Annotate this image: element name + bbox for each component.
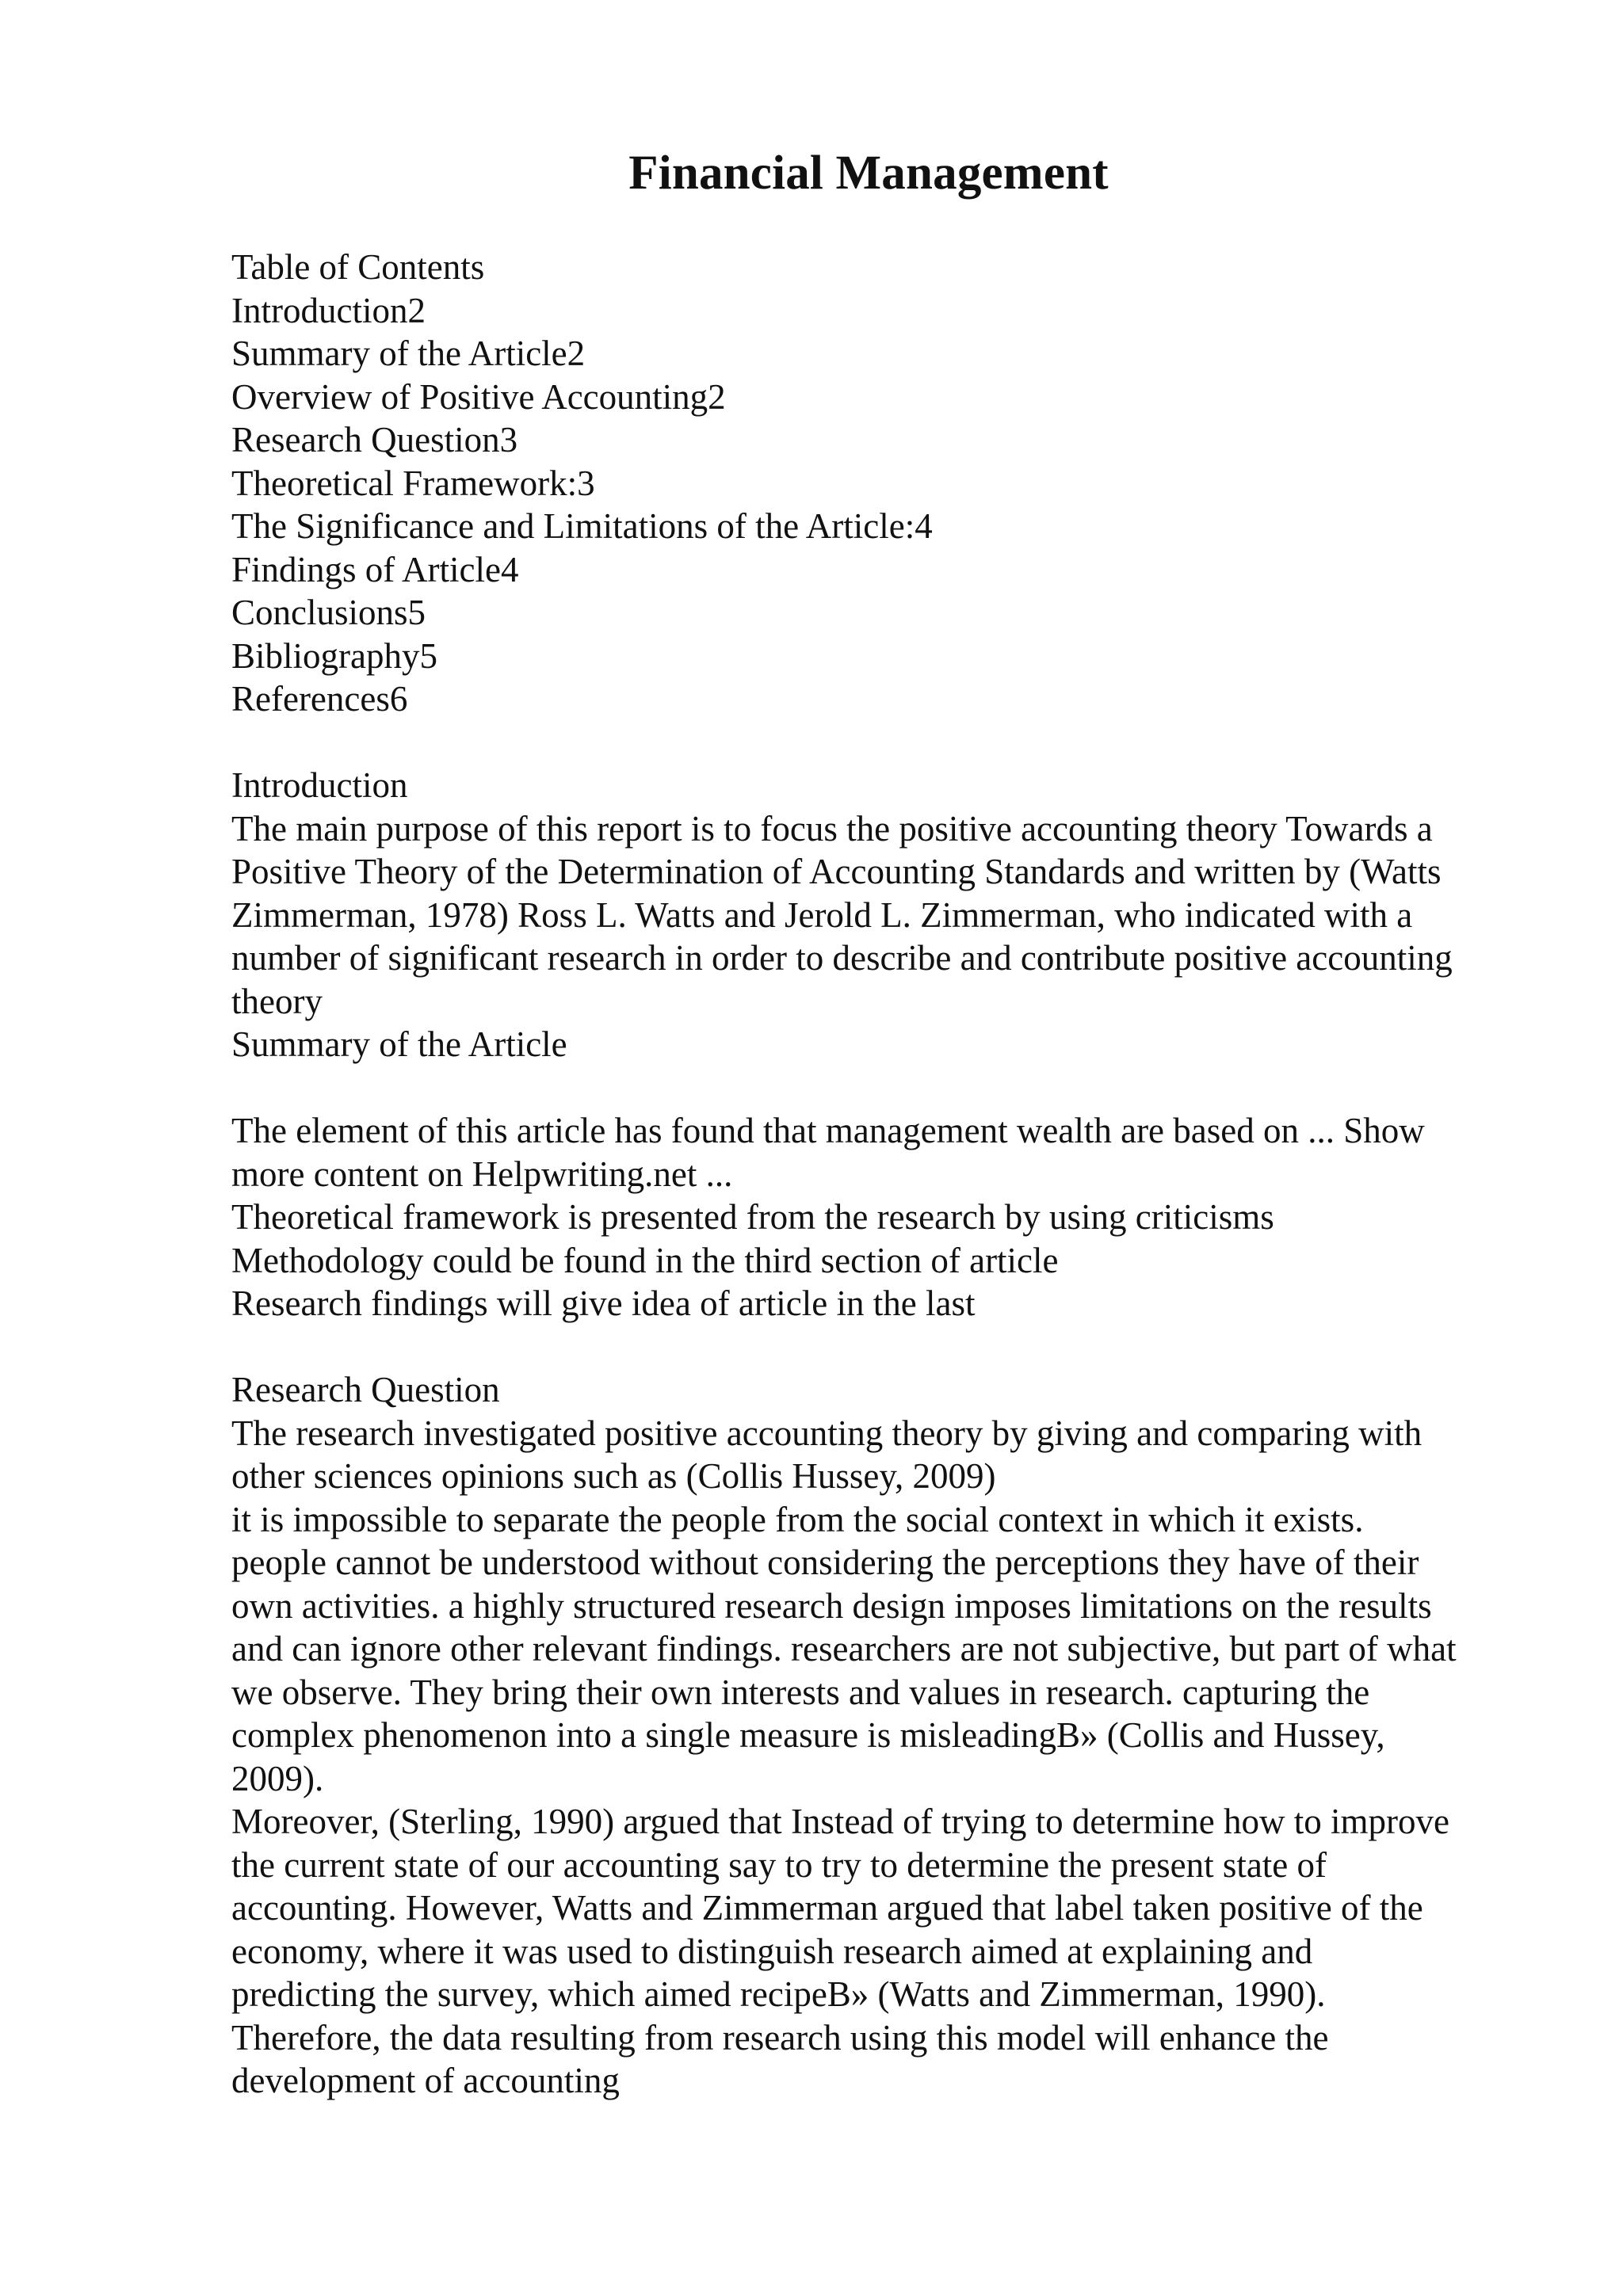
toc-entry: Theoretical Framework:3 (231, 463, 595, 503)
paragraph-line: Research findings will give idea of article in the last (231, 1283, 976, 1323)
paragraph-line: Theoretical framework is presented from the research by using criticisms (231, 1197, 1274, 1237)
paragraph-line: it is impossible to separate the people from the social context in which it exists. (231, 1499, 1364, 1539)
paragraph-line: theory (231, 981, 323, 1021)
paragraph-line: development of accounting (231, 2061, 620, 2100)
document-body (231, 246, 1523, 2103)
paragraph-line: predicting the survey, which aimed recipeB» (Watts and Zimmerman, 1990). (231, 1974, 1326, 2014)
paragraph-line: complex phenomenon into a single measure is misleadingB» (Collis and Hussey, (231, 1715, 1385, 1755)
research-question-heading: Research Question (231, 1370, 500, 1409)
paragraph-line: The research investigated positive accounting theory by giving and comparing with (231, 1413, 1423, 1453)
toc-entry: Findings of Article4 (231, 549, 519, 589)
toc-entry: Research Question3 (231, 420, 518, 460)
toc-entry: Bibliography5 (231, 635, 437, 676)
paragraph-line: own activities. a highly structured research design imposes limitations on the results (231, 1585, 1432, 1626)
document-title: Financial Management (628, 147, 1109, 200)
introduction-heading: Introduction (231, 765, 408, 805)
paragraph-line: The main purpose of this report is to focus the positive accounting theory Towards a (231, 808, 1433, 849)
toc-entry: The Significance and Limitations of the Article:4 (231, 506, 933, 546)
paragraph-line: more content on Helpwriting.net ... (231, 1154, 733, 1194)
toc-entry: References6 (231, 679, 408, 719)
summary-heading: Summary of the Article (231, 1024, 567, 1064)
spacer (231, 721, 1523, 765)
paragraph-line: Positive Theory of the Determination of Accounting Standards and written by (Watts (231, 852, 1442, 891)
paragraph-line: economy, where it was used to distinguish research aimed at explaining and (231, 1931, 1313, 1971)
research-question-section (231, 1368, 1523, 2103)
paragraph-line: and can ignore other relevant findings. researchers are not subjective, but part of what (231, 1629, 1457, 1669)
spacer (231, 1066, 1523, 1110)
paragraph-line: number of significant research in order to describe and contribute positive accounting (231, 938, 1453, 978)
toc-entry: Overview of Positive Accounting2 (231, 376, 726, 417)
spacer (231, 1325, 1523, 1369)
paragraph-line: people cannot be understood without considering the perceptions they have of their (231, 1543, 1419, 1582)
introduction-section (231, 764, 1523, 1023)
paragraph-line: other sciences opinions such as (Collis Hussey, 2009) (231, 1456, 996, 1496)
paragraph-line: Therefore, the data resulting from research using this model will enhance the (231, 2017, 1329, 2058)
toc-entry: Conclusions5 (231, 593, 426, 632)
toc-heading: Table of Contents (231, 247, 485, 287)
paragraph-line: The element of this article has found that management wealth are based on ... Show (231, 1111, 1425, 1150)
paragraph-line: 2009). (231, 1758, 324, 1798)
paragraph-line: accounting. However, Watts and Zimmerman argued that label taken positive of the (231, 1888, 1423, 1928)
paragraph-line: Moreover, (Sterling, 1990) argued that Instead of trying to determine how to improve (231, 1802, 1449, 1841)
toc-entry: Summary of the Article2 (231, 334, 586, 373)
paragraph-line: Methodology could be found in the third section of article (231, 1240, 1059, 1280)
paragraph-line: Zimmerman, 1978) Ross L. Watts and Jerold L. Zimmerman, who indicated with a (231, 894, 1413, 935)
paragraph-line: the current state of our accounting say to try to determine the present state of (231, 1844, 1327, 1885)
table-of-contents (231, 246, 1523, 721)
toc-entry: Introduction2 (231, 290, 426, 330)
summary-section (231, 1023, 1523, 1325)
paragraph-line: we observe. They bring their own interests and values in research. capturing the (231, 1672, 1370, 1712)
